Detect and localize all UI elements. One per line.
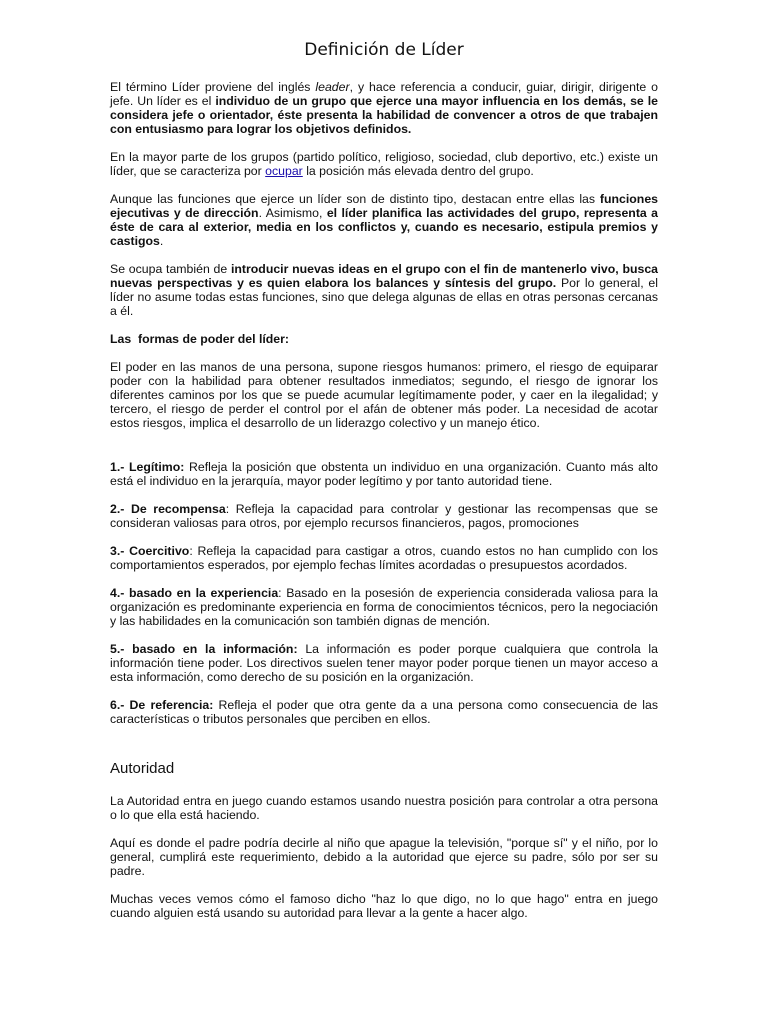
paragraph-authority-1: La Autoridad entra en juego cuando estamos usando nuestra posición para controlar a otra persona o lo que ella está haciendo.: [110, 794, 658, 822]
list-item: 2.- De recompensa: Refleja la capacidad para controlar y gestionar las recompensas que se consideran valiosas para otros, por ejemplo recursos financieros, pagos, promociones: [110, 502, 659, 530]
list-item: 4.- basado en la experiencia: Basado en la posesión de experiencia considerada valiosa para la organización es predominante experiencia en forma de conocimientos técnicos, pero la negociación y las habilidades en la comunicación son también dignas de mención.: [110, 586, 658, 628]
power-forms-list: [110, 460, 658, 726]
ocupar-link[interactable]: ocupar: [265, 164, 303, 178]
paragraph-groups: En la mayor parte de los grupos (partido político, religioso, sociedad, club deportivo, etc.) existe un líder, que se caracteriza por ocupar la posición más elevada dentro del grupo.: [110, 150, 658, 178]
paragraph-risks: El poder en las manos de una persona, supone riesgos humanos: primero, el riesgo de equiparar poder con la habilidad para obtener resultados inmediatos; segundo, el riesgo de ignorar los diferentes caminos por los que se puede acumular legítimamente poder, y caer en la ilegalidad; y tercero, el riesgo de perder el control por el afán de obtener más poder. La necesidad de acotar estos riesgos, implica el desarrollo de un liderazgo colectivo y un manejo ético.: [110, 360, 658, 430]
list-item: 3.- Coercitivo: Refleja la capacidad para castigar a otros, cuando estos no han cumplido con los comportamientos esperados, por ejemplo fechas límites acordadas o presupuestos acordados.: [110, 544, 659, 572]
authority-heading: Autoridad: [110, 760, 175, 777]
list-item: 1.- Legítimo: Refleja la posición que obstenta un individuo en una organización. Cuanto más alto está el individuo en la jerarquía, mayor poder legítimo y por tanto autoridad tiene.: [110, 460, 658, 488]
paragraph-intro: El término Líder proviene del inglés leader, y hace referencia a conducir, guiar, dirigir, dirigente o jefe. Un líder es el individuo de un grupo que ejerce una mayor influencia en los demás, se le considera jefe o orientador, éste presenta la habilidad de convencer a otros de que trabajen con entusiasmo para lograr los objetivos definidos.: [110, 80, 658, 136]
document-body: [110, 80, 658, 934]
paragraph-functions: Aunque las funciones que ejerce un líder son de distinto tipo, destacan entre ellas las funciones ejecutivas y de dirección. Asimismo, el líder planifica las actividades del grupo, representa a éste de cara al exterior, media en los conflictos y, cuando es necesario, estipula premios y castigos.: [110, 192, 658, 248]
paragraph-authority-2: Aquí es donde el padre podría decirle al niño que apague la televisión, "porque sí" y el niño, por lo general, cumplirá este requerimiento, debido a la autoridad que ejerce su padre, sólo por ser su padre.: [110, 836, 658, 878]
page-title: Definición de Líder: [304, 40, 464, 60]
paragraph-ideas: Se ocupa también de introducir nuevas ideas en el grupo con el fin de mantenerlo vivo, busca nuevas perspectivas y es quien elabora los balances y síntesis del grupo. Por lo general, el líder no asume todas estas funciones, sino que delega algunas de ellas en otras personas cercanas a él.: [110, 262, 658, 318]
list-item: 6.- De referencia: Refleja el poder que otra gente da a una persona como consecuencia de las características o tributos personales que perciben en ellos.: [110, 698, 658, 726]
paragraph-authority-3: Muchas veces vemos cómo el famoso dicho "haz lo que digo, no lo que hago" entra en juego cuando alguien está usando su autoridad para llevar a la gente a hacer algo.: [110, 892, 658, 920]
forms-heading: Las formas de poder del líder:: [110, 332, 290, 346]
list-item: 5.- basado en la información: La información es poder porque cualquiera que controla la información tiene poder. Los directivos suelen tener mayor poder porque tienen un mayor acceso a esta información, como derecho de su posición en la organización.: [110, 642, 658, 684]
